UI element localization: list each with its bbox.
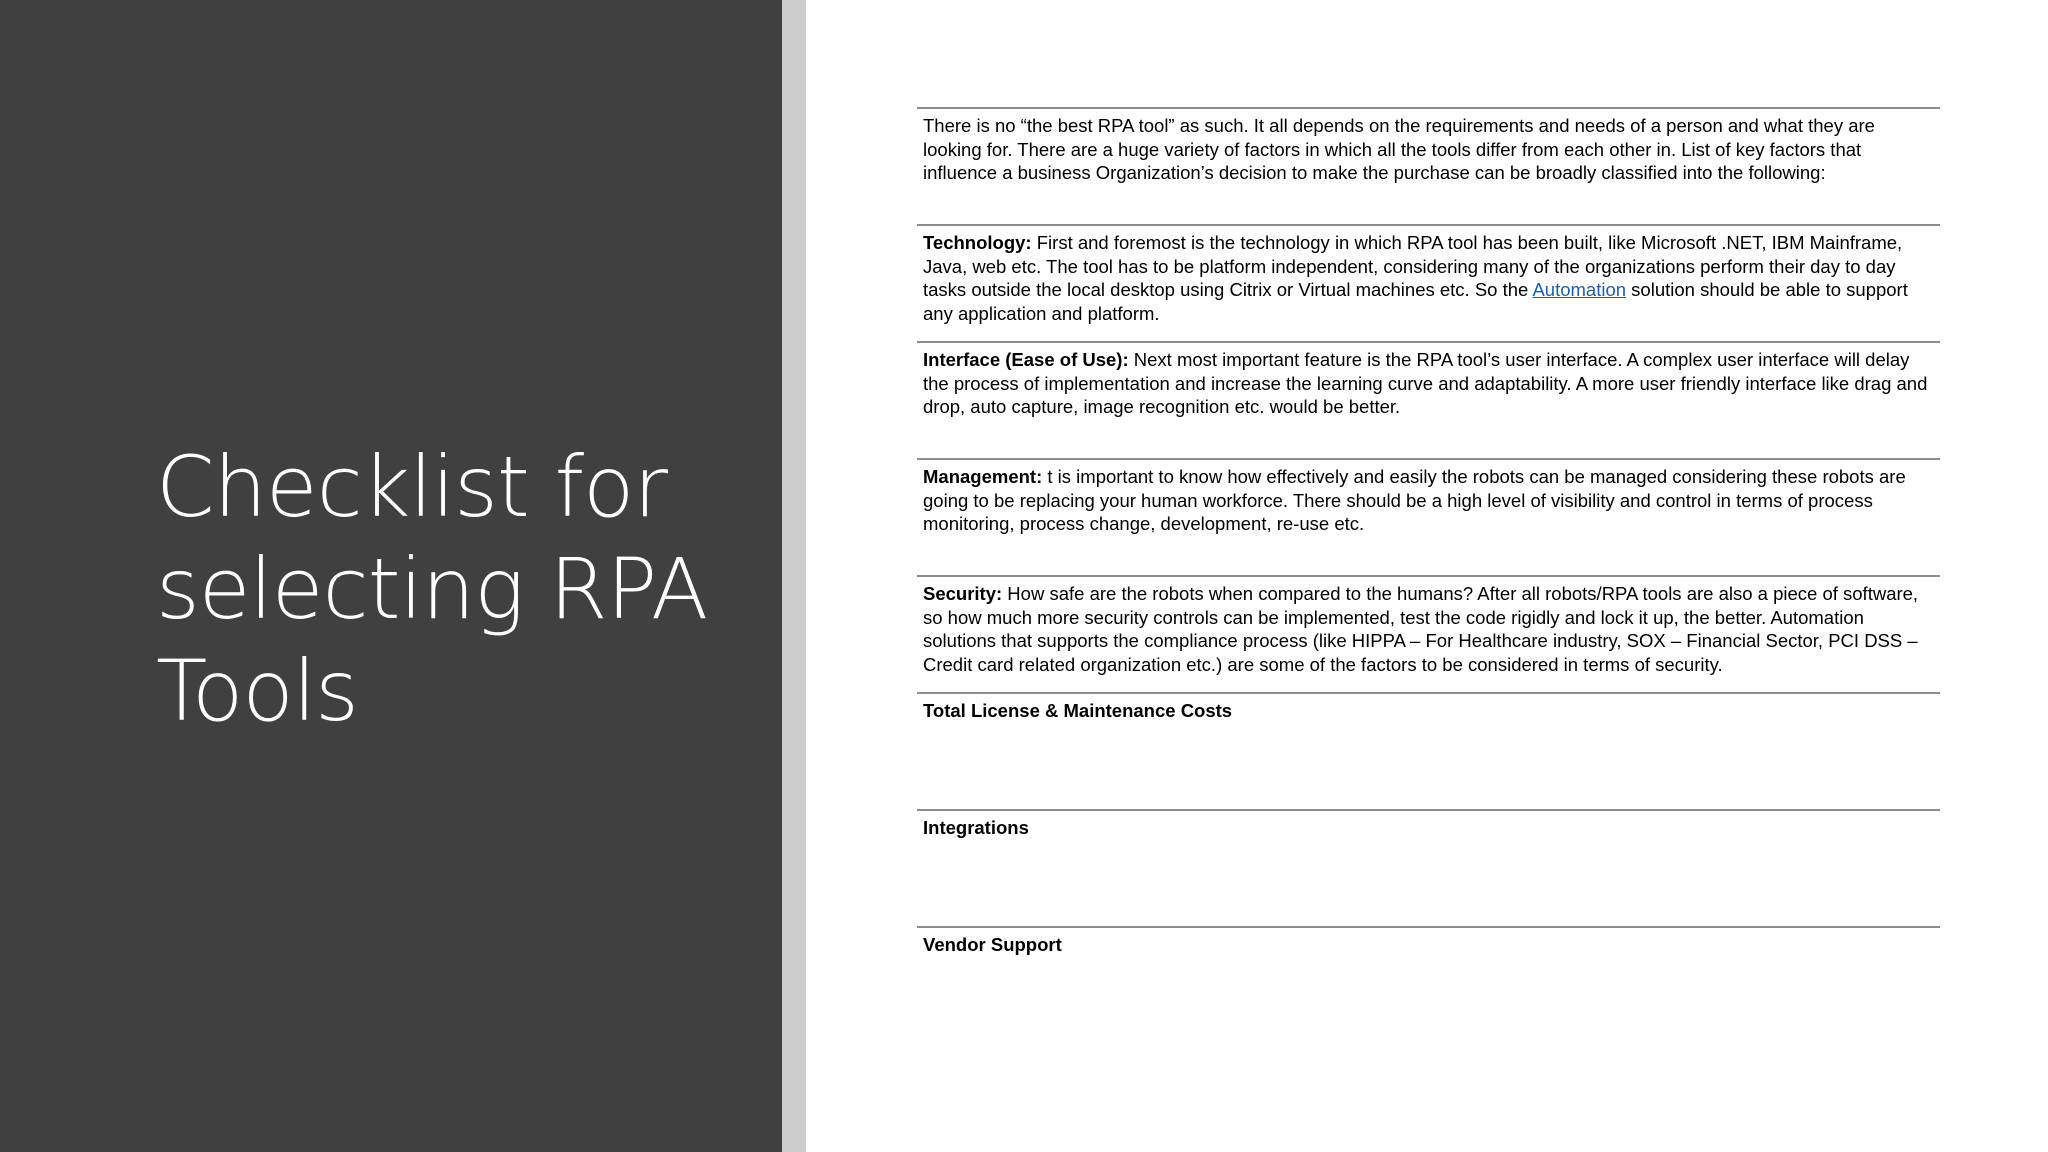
interface-heading: Interface (Ease of Use): <box>923 349 1129 370</box>
checklist-row-technology <box>917 224 1940 341</box>
technology-text-end: solution should be able to support any application and platform. <box>923 279 1908 324</box>
checklist-row-management <box>917 458 1940 575</box>
checklist-row-vendor-support <box>917 926 1940 986</box>
license-costs-heading: Total License & Maintenance Costs <box>923 700 1233 721</box>
intro-text: There is no “the best RPA tool” as such. It all depends on the requirements and needs of a person and what they are looking for. There are a huge variety of factors in which all the tools differ from each other in. List of key factors that influence a business Organization’s decision to make the purchase can be broadly classified into the following: <box>923 115 1875 183</box>
automation-link[interactable]: Automation <box>1532 279 1627 300</box>
security-heading: Security: <box>923 583 1003 604</box>
slide-title-line-2: selecting RPA <box>156 540 708 638</box>
checklist-row-security <box>917 575 1940 692</box>
slide-title <box>156 436 756 742</box>
integrations-heading: Integrations <box>923 817 1029 838</box>
technology-text: First and foremost is the technology in which RPA tool has been built, like Microsoft .NET, IBM Mainframe, Java, web etc. The tool has to be platform independent, considering many of the organizations perform their day to day tasks outside the local desktop using Citrix or Virtual machines etc. So the <box>923 232 1903 300</box>
slide-title-line-1: Checklist for <box>156 438 667 536</box>
technology-heading: Technology: <box>923 232 1032 253</box>
management-text: t is important to know how effectively and easily the robots can be managed considering these robots are going to be replacing your human workforce. There should be a high level of visibility and control in terms of process monitoring, process change, development, re-use etc. <box>923 466 1906 534</box>
vendor-support-heading: Vendor Support <box>923 934 1062 955</box>
checklist-table <box>917 107 1940 986</box>
slide-title-line-3: Tools <box>156 642 358 740</box>
title-panel <box>0 0 782 1152</box>
checklist-row-intro <box>917 107 1940 224</box>
panel-divider <box>782 0 806 1152</box>
interface-text: Next most important feature is the RPA tool’s user interface. A complex user interface will delay the process of implementation and increase the learning curve and adaptability. A more user friendly interface like drag and drop, auto capture, image recognition etc. would be better. <box>923 349 1928 417</box>
checklist-row-license-costs <box>917 692 1940 809</box>
security-text: How safe are the robots when compared to the humans? After all robots/RPA tools are also a piece of software, so how much more security controls can be implemented, test the code rigidly and lock it up, the better. Automation solutions that supports the compliance process (like HIPPA – For Healthcare industry, SOX – Financial Sector, PCI DSS – Credit card related organization etc.) are some of the factors to be considered in terms of security. <box>923 583 1919 675</box>
checklist-row-integrations <box>917 809 1940 926</box>
management-heading: Management: <box>923 466 1043 487</box>
checklist-row-interface <box>917 341 1940 458</box>
